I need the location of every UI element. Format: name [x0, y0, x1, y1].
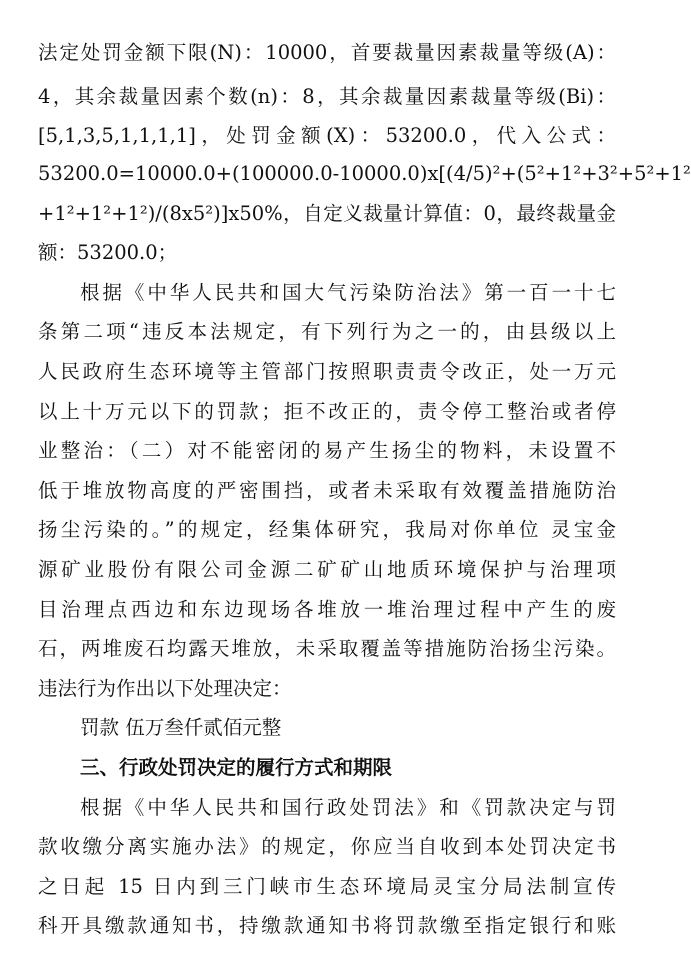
- text-line: 款收缴分离实施办法》的规定，你应当自收到本处罚决定书: [38, 835, 616, 858]
- section-heading: 三、行政处罚决定的履行方式和期限: [80, 756, 393, 779]
- text-line: 低于堆放物高度的严密围挡，或者未采取有效覆盖措施防治: [38, 479, 616, 502]
- text-line: 源矿业股份有限公司金源二矿矿山地质环境保护与治理项: [38, 558, 616, 581]
- text-line: 扬尘污染的。”的规定，经集体研究，我局对你单位 灵宝金: [38, 518, 616, 541]
- text-line: 之日起 15 日内到三门峡市生态环境局灵宝分局法制宣传: [38, 875, 616, 898]
- text-line: 53200.0=10000.0+(100000.0-10000.0)x[(4/5)²+(5²+1²+3²+5²+1²: [38, 162, 691, 185]
- penalty-line: 罚款 伍万叁仟贰佰元整: [80, 716, 282, 739]
- text-line: +1²+1²+1²)/(8x5²)]x50%，自定义裁量计算值：0，最终裁量金: [38, 202, 616, 225]
- text-line: 4，其余裁量因素个数(n)：8，其余裁量因素裁量等级(Bi)：: [38, 85, 616, 108]
- text-line: 目治理点西边和东边现场各堆放一堆治理过程中产生的废: [38, 598, 616, 621]
- text-line: 违法行为作出以下处理决定：: [38, 677, 292, 700]
- text-line: 额：53200.0；: [38, 241, 178, 264]
- text-line: 石，两堆废石均露天堆放，未采取覆盖等措施防治扬尘污染。: [38, 637, 616, 660]
- paragraph-first-line: 根据《中华人民共和国行政处罚法》和《罚款决定与罚: [80, 796, 616, 819]
- text-line: 业整治：（二）对不能密闭的易产生扬尘的物料，未设置不: [38, 439, 616, 462]
- text-line: 人民政府生态环境等主管部门按照职责责令改正，处一万元: [38, 360, 616, 383]
- paragraph-first-line: 根据《中华人民共和国大气污染防治法》第一百一十七: [80, 281, 616, 304]
- text-line: 条第二项“违反本法规定，有下列行为之一的，由县级以上: [38, 320, 616, 343]
- text-line: 以上十万元以下的罚款；拒不改正的，责令停工整治或者停: [38, 400, 616, 423]
- text-line: [5,1,3,5,1,1,1,1]，处罚金额(X)：53200.0，代入公式：: [38, 124, 616, 147]
- text-line: 法定处罚金额下限(N)：10000，首要裁量因素裁量等级(A)：: [38, 41, 616, 64]
- text-line: 科开具缴款通知书，持缴款通知书将罚款缴至指定银行和账: [38, 914, 616, 937]
